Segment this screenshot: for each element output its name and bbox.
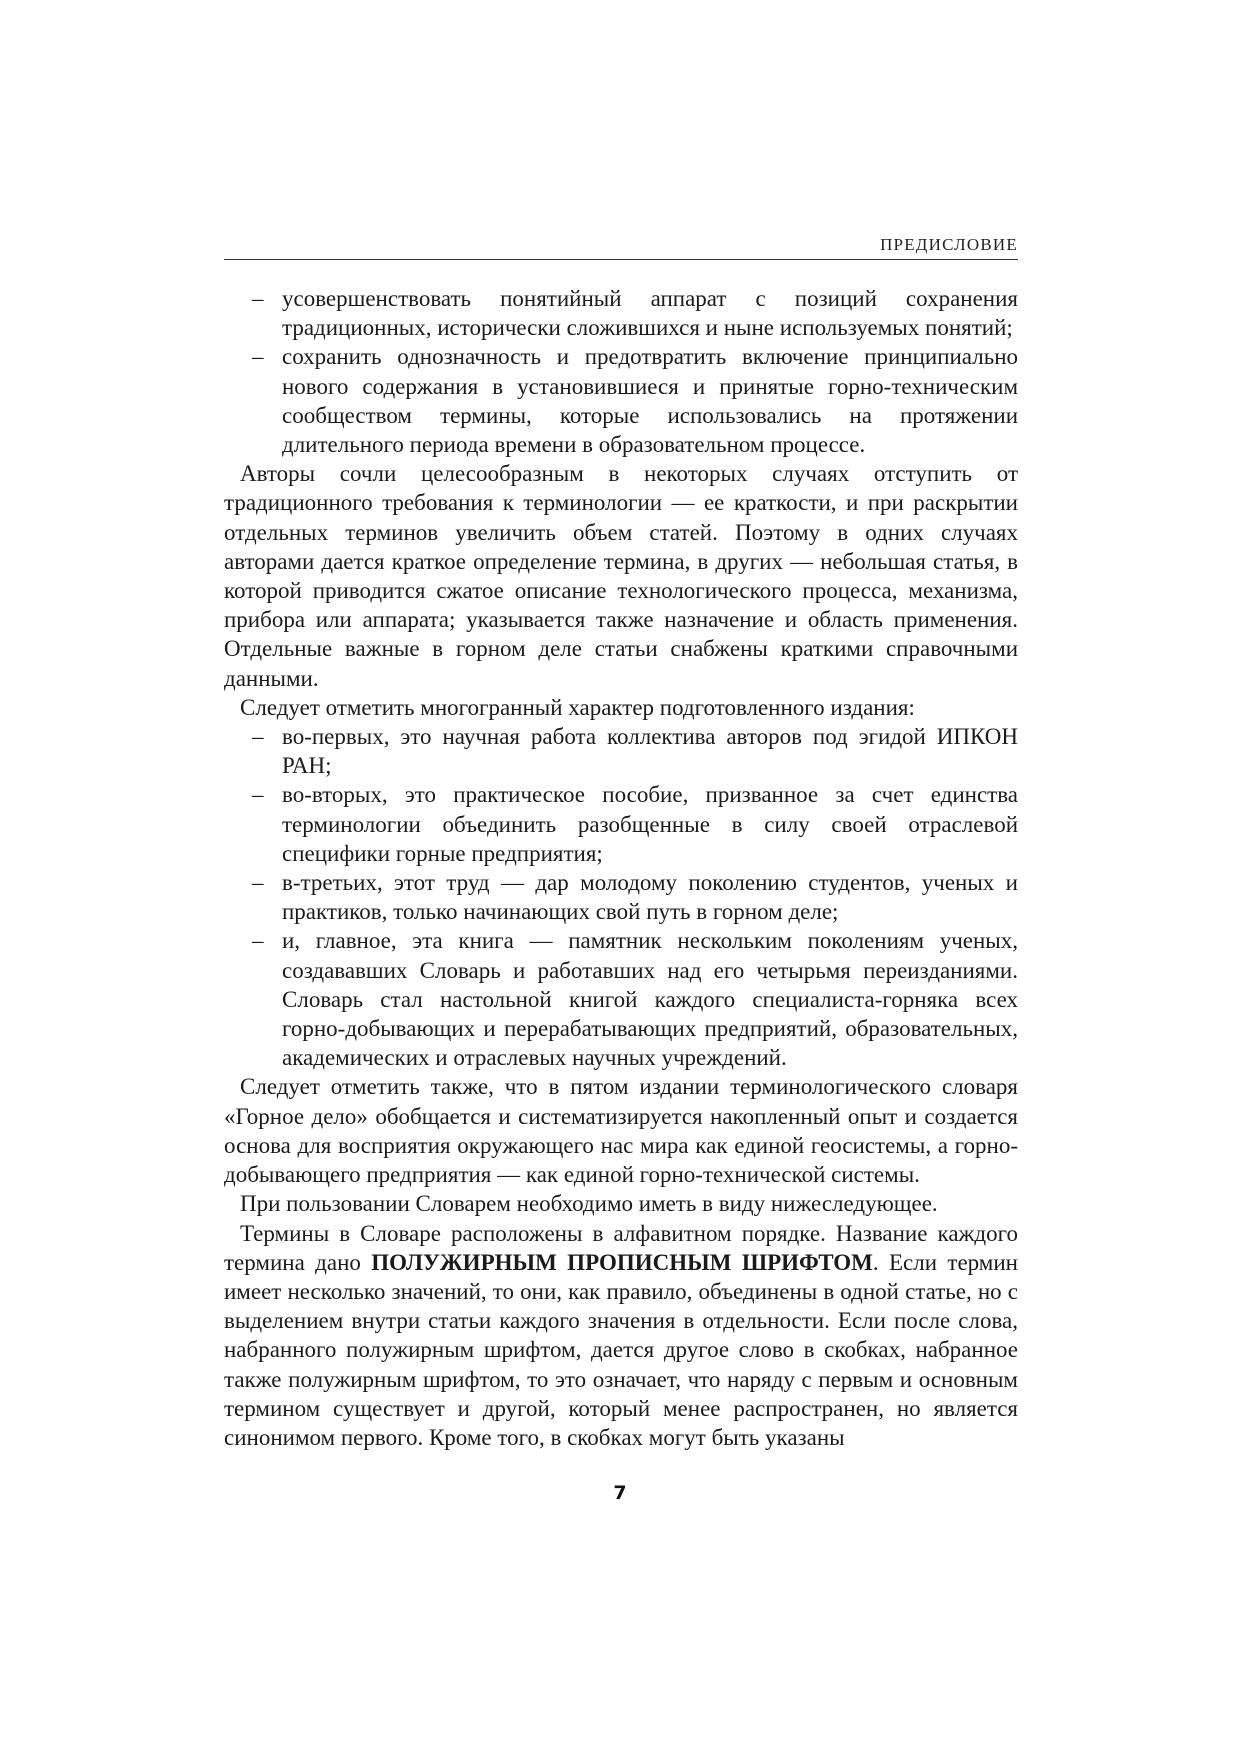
list-dash: – xyxy=(252,870,264,896)
page-number: 7 xyxy=(613,1482,627,1504)
paragraph-fifth-edition: Следует отметить также, что в пятом издании терминологического словаря «Горное дело» обобщается и систематизируется накопленный опыт и создается основа для восприятия окружающего нас мира как единой геосистемы, а горно-добывающего предприятия — как единой горно-технической системы. xyxy=(224,1074,1018,1188)
list-dash: – xyxy=(252,782,264,808)
terms-text-before: Термины в Словаре расположены в алфавитном порядке. Название каждого термина дано xyxy=(224,1220,1018,1275)
list-item-text: и, главное, эта книга — памятник нескольким поколениям ученых, создававших Словарь и работавших над его четырьмя переизданиями. Словарь стал настольной книгой каждого специалиста-горняка всех горно-добывающих и перерабатывающих предприятий, образовательных, академических и отраслевых научных учреждений. xyxy=(282,928,1018,1071)
terms-bold-phrase: ПОЛУЖИРНЫМ ПРОПИСНЫМ ШРИФТОМ xyxy=(371,1249,873,1275)
list-dash: – xyxy=(252,724,264,750)
list-item xyxy=(224,284,1018,342)
body-text xyxy=(224,284,1018,1452)
character-list xyxy=(224,722,1018,1072)
list-item xyxy=(224,342,1018,459)
terms-text-after: . Если термин имеет несколько значений, то они, как правило, объединены в одной статье, но с выделением внутри статьи каждого значения в отдельности. Если после слова, набранного полужирным шрифтом, дается другое слово в скобках, набранное также полужирным шрифтом, то это означает, что наряду с первым и основным термином существует и другой, который менее распространен, но является синонимом первого. Кроме того, в скобках могут быть указаны xyxy=(224,1249,1018,1450)
paragraph-terms-order xyxy=(224,1219,1018,1453)
list-item xyxy=(224,780,1018,868)
paragraph-authors: Авторы сочли целесообразным в некоторых случаях отступить от традиционного требования к терминологии — ее краткости, и при раскрытии отдельных терминов увеличить объем статей. Поэтому в одних случаях авторами дается краткое определение термина, в других — небольшая статья, в которой приводится сжатое описание технологического процесса, механизма, прибора или аппарата; указывается также назначение и область применения. Отдельные важные в горном деле статьи снабжены краткими справочными данными. xyxy=(224,461,1018,691)
running-header: ПРЕДИСЛОВИЕ xyxy=(224,235,1018,260)
list-item-text: усовершенствовать понятийный аппарат с позиций сохранения традиционных, исторически сложившихся и ныне используемых понятий; xyxy=(282,286,1018,341)
goals-list xyxy=(224,284,1018,459)
list-item xyxy=(224,868,1018,926)
list-dash: – xyxy=(252,286,264,311)
list-item-text: в-третьих, этот труд — дар молодому поколению студентов, ученых и практиков, только начинающих свой путь в горном деле; xyxy=(282,870,1018,925)
list-item-text: во-первых, это научная работа коллектива авторов под эгидой ИПКОН РАН; xyxy=(282,724,1018,779)
list-item xyxy=(224,926,1018,1072)
page-content xyxy=(224,235,1018,1452)
list-dash: – xyxy=(252,928,264,954)
list-item xyxy=(224,722,1018,780)
list-dash: – xyxy=(252,344,264,370)
paragraph-usage-intro: При пользовании Словарем необходимо иметь в виду нижеследующее. xyxy=(240,1191,938,1217)
paragraph-character: Следует отметить многогранный характер подготовленного издания: xyxy=(240,694,915,720)
list-item-text: сохранить однозначность и предотвратить включение принципиально нового содержания в установившиеся и принятые горно-техническим сообществом термины, которые использовались на протяжении длительного периода времени в образовательном процессе. xyxy=(282,344,1018,458)
list-item-text: во-вторых, это практическое пособие, призванное за счет единства терминологии объединить разобщенные в силу своей отраслевой специфики горные предприятия; xyxy=(282,782,1018,866)
